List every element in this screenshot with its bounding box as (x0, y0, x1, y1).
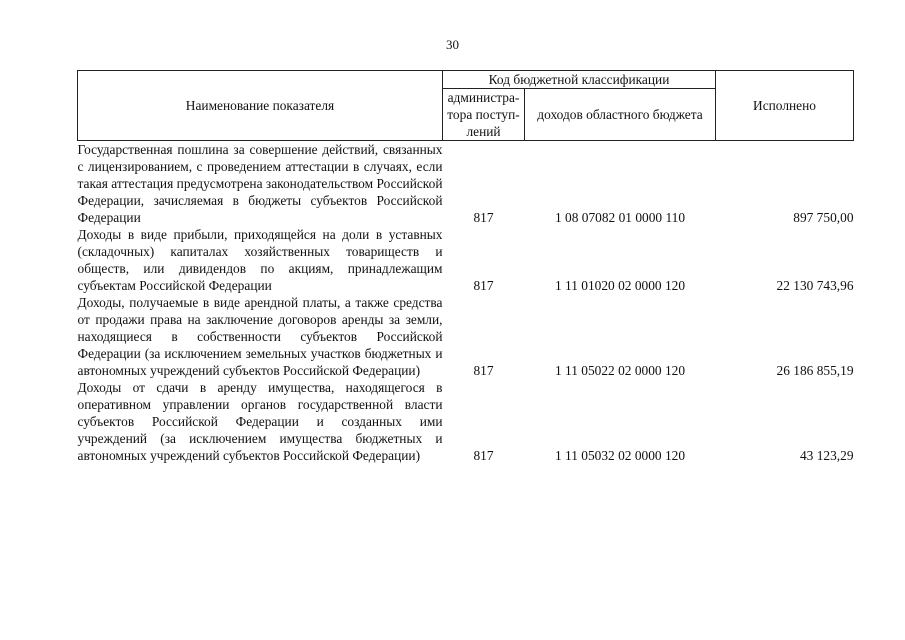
row-income-code: 1 08 07082 01 0000 110 (554, 210, 686, 225)
row-indicator-name: Доходы от сдачи в аренду имущества, находящегося в оперативном управлении органов государственной власти субъектов Российской Федерации и созданных ими учреждений (за исключением имущества бюджетных и автономных учреждений субъектов Российской Федерации) (77, 380, 443, 463)
row-income-code: 1 11 05032 02 0000 120 (554, 448, 686, 463)
header-income-code: доходов областного бюджета (525, 89, 716, 141)
row-income-code: 1 11 01020 02 0000 120 (554, 278, 686, 293)
row-income-code: 1 11 05022 02 0000 120 (554, 363, 686, 378)
row-admin-code: 817 (473, 278, 494, 293)
header-admin-code: администра-тора поступ-лений (443, 89, 525, 141)
table-body (78, 141, 854, 465)
row-executed-amount: 22 130 743,96 (776, 278, 854, 293)
row-indicator-name: Доходы в виде прибыли, приходящейся на доли в уставных (складочных) капиталах хозяйственных товариществ и обществ, или дивидендов по акциям, принадлежащим субъектам Российской Федерации (77, 227, 443, 293)
row-executed-amount: 26 186 855,19 (776, 363, 854, 378)
row-executed-amount: 43 123,29 (799, 448, 854, 463)
row-indicator-name: Доходы, получаемые в виде арендной платы, а также средства от продажи права на заключение договоров аренды за земли, находящиеся в собственности субъектов Российской Федерации (за исключением земельных участков бюджетных и автономных учреждений субъектов Российской Федерации) (77, 295, 443, 378)
table-header (78, 71, 854, 141)
table-row (78, 226, 854, 294)
table-row (78, 141, 854, 227)
budget-table (77, 70, 854, 464)
row-indicator-name: Государственная пошлина за совершение действий, связанных с лицензированием, с проведением аттестации в случаях, если такая аттестация предусмотрена законодательством Российской Федерации, зачисляемая в бюджеты субъектов Российской Федерации (77, 142, 443, 225)
row-admin-code: 817 (473, 363, 494, 378)
row-executed-amount: 897 750,00 (793, 210, 854, 225)
table-row (78, 294, 854, 379)
header-indicator-name: Наименование показателя (78, 71, 443, 141)
header-classification-code: Код бюджетной классификации (443, 71, 716, 89)
header-executed: Исполнено (716, 71, 854, 141)
page-number: 30 (446, 37, 459, 52)
table-row (78, 379, 854, 464)
row-admin-code: 817 (473, 210, 494, 225)
row-admin-code: 817 (473, 448, 494, 463)
